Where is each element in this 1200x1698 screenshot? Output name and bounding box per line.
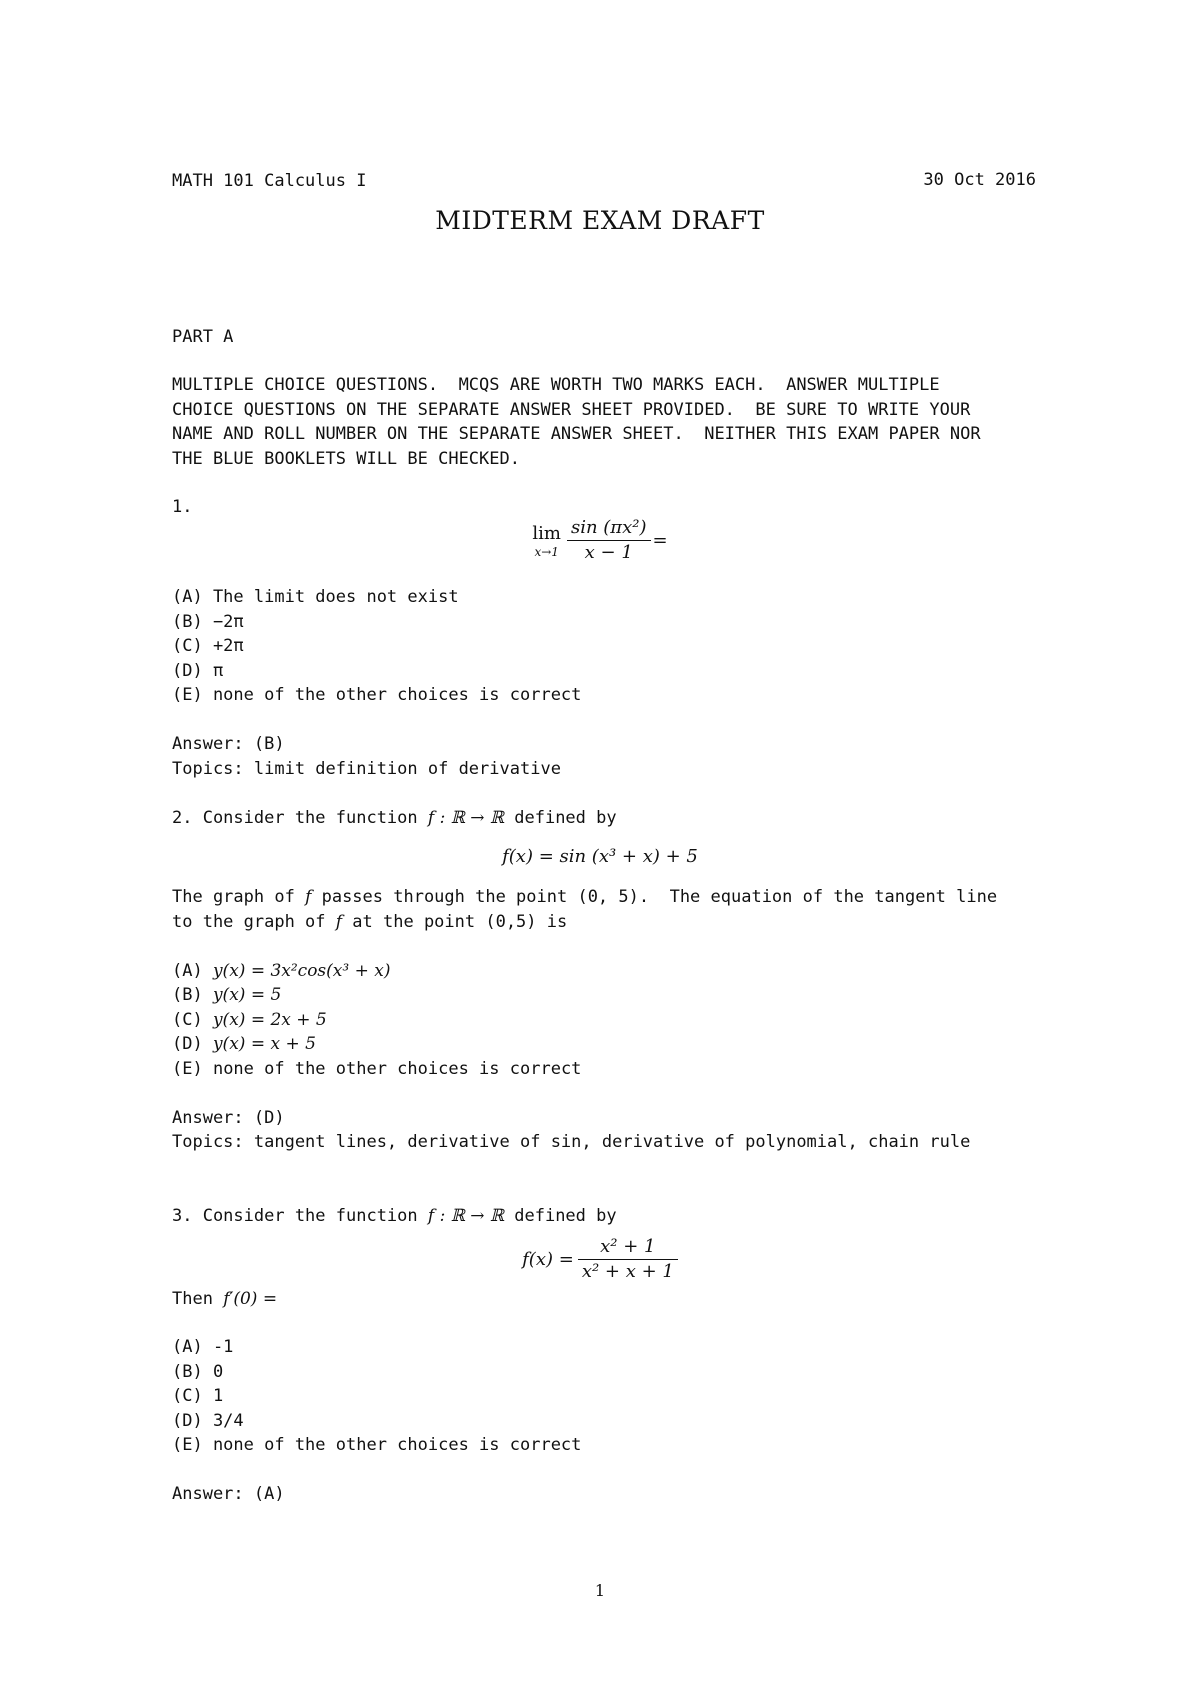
- option-item: (E) none of the other choices is correct: [172, 1059, 582, 1079]
- option-item: (C) +2π: [172, 636, 244, 656]
- instructions-line: CHOICE QUESTIONS ON THE SEPARATE ANSWER SHEET PROVIDED. BE SURE TO WRITE YOUR: [172, 400, 971, 420]
- q2-function-definition: f(x) = sin (x³ + x) + 5: [502, 846, 698, 867]
- part-heading: PART A: [172, 327, 234, 347]
- exam-date: 30 Oct 2016: [923, 170, 1036, 190]
- option-item: (B) −2π: [172, 612, 244, 632]
- option-item: (A) -1: [172, 1337, 234, 1357]
- option-item: (B) y(x) = 5: [172, 985, 282, 1005]
- answer-line: Answer: (B): [172, 734, 285, 754]
- question-text: The graph of f passes through the point (0, 5). The equation of the tangent line: [172, 887, 998, 907]
- option-item: (C) y(x) = 2x + 5: [172, 1010, 327, 1030]
- topics-line: Topics: limit definition of derivative: [172, 759, 561, 779]
- question-intro: 2. Consider the function f : ℝ → ℝ defined by: [172, 808, 617, 828]
- option-item: (A) The limit does not exist: [172, 587, 459, 607]
- instructions-line: MULTIPLE CHOICE QUESTIONS. MCQS ARE WORTH TWO MARKS EACH. ANSWER MULTIPLE: [172, 375, 940, 395]
- course-name: MATH 101 Calculus I: [172, 171, 367, 191]
- question-number: 1.: [172, 497, 193, 517]
- option-item: (D) π: [172, 661, 224, 681]
- option-item: (A) y(x) = 3x²cos(x³ + x): [172, 961, 391, 981]
- question-intro: 3. Consider the function f : ℝ → ℝ defined by: [172, 1206, 617, 1226]
- q3-fraction: $\frac{\text{x² + 1}}{\text{x² + x + 1}}$: [578, 1235, 678, 1284]
- q1-limit-expression: lim x→1 $\frac{\text{sin (πx²)}}{x - 1}$ =: [532, 517, 668, 563]
- option-item: (D) y(x) = x + 5: [172, 1034, 316, 1054]
- instructions-line: NAME AND ROLL NUMBER ON THE SEPARATE ANSWER SHEET. NEITHER THIS EXAM PAPER NOR: [172, 424, 981, 444]
- limit-operator: lim x→1: [532, 522, 561, 559]
- question-text: to the graph of f at the point (0,5) is: [172, 912, 568, 932]
- option-item: (E) none of the other choices is correct: [172, 685, 582, 705]
- option-item: (B) 0: [172, 1362, 224, 1382]
- option-item: (E) none of the other choices is correct: [172, 1435, 582, 1455]
- answer-line: Answer: (A): [172, 1484, 285, 1504]
- option-item: (C) 1: [172, 1386, 224, 1406]
- answer-line: Answer: (D): [172, 1108, 285, 1128]
- q1-fraction: $\frac{\text{sin (πx²)}}{x - 1}$: [567, 516, 651, 565]
- exam-title: MIDTERM EXAM DRAFT: [435, 206, 765, 235]
- page-number: 1: [594, 1581, 606, 1600]
- option-item: (D) 3/4: [172, 1411, 244, 1431]
- instructions-line: THE BLUE BOOKLETS WILL BE CHECKED.: [172, 449, 520, 469]
- topics-line: Topics: tangent lines, derivative of sin, derivative of polynomial, chain rule: [172, 1132, 971, 1152]
- q3-function-definition: f(x) = $\frac{\text{x² + 1}}{\text{x² + x + 1}}$: [0, 1235, 1200, 1284]
- question-text: Then f′(0) =: [172, 1289, 278, 1309]
